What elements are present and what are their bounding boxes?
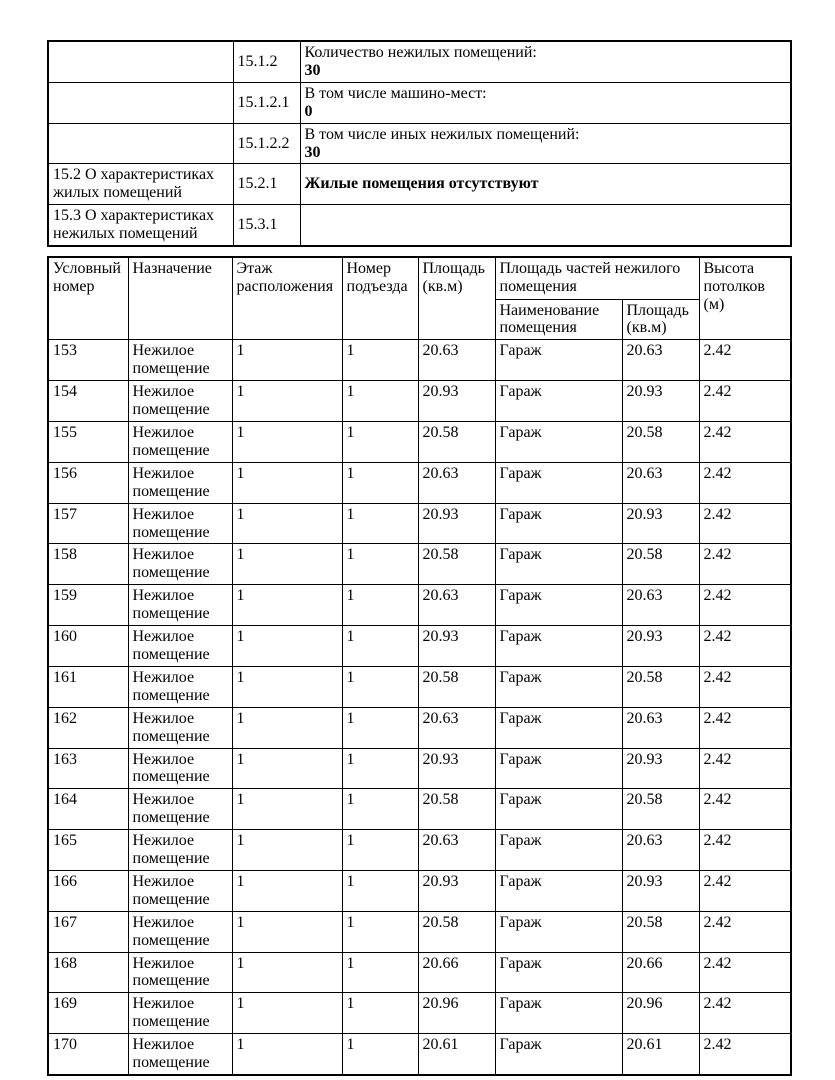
room-number: 161	[48, 666, 128, 707]
content-value: 0	[304, 102, 313, 120]
room-part-name: Гараж	[495, 830, 622, 871]
content-label: В том числе иных нежилых помещений:	[304, 125, 580, 143]
room-floor: 1	[232, 585, 342, 626]
header-floor: Этаж расположения	[232, 257, 342, 340]
room-purpose: Нежилое помещение	[128, 748, 232, 789]
section-content	[300, 41, 791, 82]
room-floor: 1	[232, 503, 342, 544]
room-area: 20.63	[418, 830, 495, 871]
room-floor: 1	[232, 626, 342, 667]
room-row	[48, 789, 791, 830]
header-parts-group: Площадь частей нежилого помещения	[495, 257, 699, 299]
room-part-area: 20.63	[622, 830, 699, 871]
room-ceiling-height: 2.42	[699, 911, 791, 952]
section-code: 15.1.2	[233, 41, 300, 82]
room-ceiling-height: 2.42	[699, 1034, 791, 1075]
room-number: 167	[48, 911, 128, 952]
room-part-name: Гараж	[495, 993, 622, 1034]
room-part-name: Гараж	[495, 462, 622, 503]
room-ceiling-height: 2.42	[699, 789, 791, 830]
room-number: 169	[48, 993, 128, 1034]
room-part-name: Гараж	[495, 381, 622, 422]
room-purpose: Нежилое помещение	[128, 381, 232, 422]
room-number: 165	[48, 830, 128, 871]
room-entrance: 1	[342, 830, 418, 871]
section-label: 15.2 О характеристиках жилых помещений	[48, 164, 233, 205]
room-part-area: 20.96	[622, 993, 699, 1034]
room-part-area: 20.93	[622, 748, 699, 789]
section-content	[300, 123, 791, 164]
room-entrance: 1	[342, 381, 418, 422]
room-entrance: 1	[342, 585, 418, 626]
room-area: 20.93	[418, 503, 495, 544]
room-ceiling-height: 2.42	[699, 422, 791, 463]
room-area: 20.63	[418, 462, 495, 503]
room-part-area: 20.93	[622, 626, 699, 667]
room-area: 20.63	[418, 707, 495, 748]
room-purpose: Нежилое помещение	[128, 422, 232, 463]
room-area: 20.61	[418, 1034, 495, 1075]
room-number: 155	[48, 422, 128, 463]
room-number: 156	[48, 462, 128, 503]
room-row	[48, 993, 791, 1034]
room-floor: 1	[232, 911, 342, 952]
room-floor: 1	[232, 381, 342, 422]
room-floor: 1	[232, 993, 342, 1034]
room-part-area: 20.58	[622, 789, 699, 830]
room-purpose: Нежилое помещение	[128, 830, 232, 871]
summary-row	[48, 123, 791, 164]
room-row	[48, 544, 791, 585]
room-floor: 1	[232, 462, 342, 503]
room-ceiling-height: 2.42	[699, 381, 791, 422]
room-number: 170	[48, 1034, 128, 1075]
room-part-name: Гараж	[495, 626, 622, 667]
room-number: 163	[48, 748, 128, 789]
room-purpose: Нежилое помещение	[128, 952, 232, 993]
room-purpose: Нежилое помещение	[128, 544, 232, 585]
room-purpose: Нежилое помещение	[128, 503, 232, 544]
summary-row	[48, 205, 791, 246]
room-purpose: Нежилое помещение	[128, 666, 232, 707]
room-part-name: Гараж	[495, 503, 622, 544]
room-part-name: Гараж	[495, 340, 622, 381]
room-entrance: 1	[342, 626, 418, 667]
room-number: 158	[48, 544, 128, 585]
room-ceiling-height: 2.42	[699, 462, 791, 503]
room-number: 153	[48, 340, 128, 381]
room-part-name: Гараж	[495, 911, 622, 952]
room-part-area: 20.63	[622, 707, 699, 748]
room-row	[48, 626, 791, 667]
room-area: 20.63	[418, 340, 495, 381]
header-part-name: Наименование помещения	[495, 299, 622, 340]
room-ceiling-height: 2.42	[699, 585, 791, 626]
room-part-name: Гараж	[495, 707, 622, 748]
header-entrance: Номер подъезда	[342, 257, 418, 340]
room-entrance: 1	[342, 870, 418, 911]
summary-row	[48, 82, 791, 123]
room-entrance: 1	[342, 993, 418, 1034]
section-code: 15.3.1	[233, 205, 300, 246]
room-number: 160	[48, 626, 128, 667]
room-row	[48, 707, 791, 748]
room-part-area: 20.63	[622, 585, 699, 626]
room-entrance: 1	[342, 1034, 418, 1075]
room-row	[48, 870, 791, 911]
room-area: 20.63	[418, 585, 495, 626]
room-row	[48, 1034, 791, 1075]
room-purpose: Нежилое помещение	[128, 462, 232, 503]
section-content	[300, 164, 791, 205]
content-value: 30	[304, 143, 321, 161]
room-area: 20.58	[418, 422, 495, 463]
room-entrance: 1	[342, 666, 418, 707]
summary-row	[48, 41, 791, 82]
room-area: 20.93	[418, 870, 495, 911]
room-ceiling-height: 2.42	[699, 626, 791, 667]
room-number: 154	[48, 381, 128, 422]
room-number: 162	[48, 707, 128, 748]
room-part-area: 20.58	[622, 911, 699, 952]
room-floor: 1	[232, 422, 342, 463]
room-entrance: 1	[342, 748, 418, 789]
room-row	[48, 911, 791, 952]
section-code: 15.2.1	[233, 164, 300, 205]
section-label: 15.3 О характеристиках нежилых помещений	[48, 205, 233, 246]
room-purpose: Нежилое помещение	[128, 585, 232, 626]
room-area: 20.93	[418, 748, 495, 789]
room-part-area: 20.61	[622, 1034, 699, 1075]
room-part-area: 20.63	[622, 462, 699, 503]
room-entrance: 1	[342, 340, 418, 381]
room-part-area: 20.93	[622, 503, 699, 544]
room-row	[48, 503, 791, 544]
room-number: 164	[48, 789, 128, 830]
room-row	[48, 340, 791, 381]
room-floor: 1	[232, 870, 342, 911]
room-row	[48, 830, 791, 871]
room-floor: 1	[232, 340, 342, 381]
room-ceiling-height: 2.42	[699, 993, 791, 1034]
room-ceiling-height: 2.42	[699, 544, 791, 585]
room-entrance: 1	[342, 707, 418, 748]
room-ceiling-height: 2.42	[699, 952, 791, 993]
room-part-name: Гараж	[495, 422, 622, 463]
room-floor: 1	[232, 1034, 342, 1075]
room-area: 20.93	[418, 381, 495, 422]
room-part-area: 20.58	[622, 666, 699, 707]
room-part-name: Гараж	[495, 789, 622, 830]
room-purpose: Нежилое помещение	[128, 626, 232, 667]
room-ceiling-height: 2.42	[699, 503, 791, 544]
room-purpose: Нежилое помещение	[128, 911, 232, 952]
room-row	[48, 462, 791, 503]
room-entrance: 1	[342, 952, 418, 993]
content-value: Жилые помещения отсутствуют	[304, 175, 539, 193]
room-purpose: Нежилое помещение	[128, 870, 232, 911]
room-part-name: Гараж	[495, 544, 622, 585]
header-part-area: Площадь (кв.м)	[622, 299, 699, 340]
rooms-table	[47, 256, 792, 1076]
room-number: 157	[48, 503, 128, 544]
room-part-area: 20.58	[622, 544, 699, 585]
header-area: Площадь (кв.м)	[418, 257, 495, 340]
room-floor: 1	[232, 748, 342, 789]
section-code: 15.1.2.2	[233, 123, 300, 164]
room-part-area: 20.66	[622, 952, 699, 993]
room-part-name: Гараж	[495, 870, 622, 911]
room-entrance: 1	[342, 462, 418, 503]
section-content	[300, 82, 791, 123]
content-label: Количество нежилых помещений:	[304, 44, 537, 61]
section-label	[48, 41, 233, 82]
section-code: 15.1.2.1	[233, 82, 300, 123]
section-label	[48, 123, 233, 164]
rooms-table-header	[48, 257, 791, 340]
room-entrance: 1	[342, 503, 418, 544]
content-label: В том числе машино-мест:	[304, 84, 487, 102]
room-row	[48, 666, 791, 707]
room-floor: 1	[232, 707, 342, 748]
header-ceiling-height: Высота потолков (м)	[699, 257, 791, 340]
room-purpose: Нежилое помещение	[128, 707, 232, 748]
room-row	[48, 585, 791, 626]
section-label	[48, 82, 233, 123]
room-area: 20.96	[418, 993, 495, 1034]
room-ceiling-height: 2.42	[699, 870, 791, 911]
summary-table	[47, 40, 792, 247]
room-floor: 1	[232, 952, 342, 993]
room-purpose: Нежилое помещение	[128, 1034, 232, 1075]
room-row	[48, 748, 791, 789]
room-part-area: 20.93	[622, 870, 699, 911]
room-floor: 1	[232, 789, 342, 830]
room-ceiling-height: 2.42	[699, 830, 791, 871]
room-entrance: 1	[342, 544, 418, 585]
room-row	[48, 381, 791, 422]
room-part-area: 20.63	[622, 340, 699, 381]
room-part-area: 20.58	[622, 422, 699, 463]
room-number: 159	[48, 585, 128, 626]
room-part-name: Гараж	[495, 666, 622, 707]
section-content	[300, 205, 791, 246]
room-area: 20.58	[418, 544, 495, 585]
room-floor: 1	[232, 666, 342, 707]
room-row	[48, 952, 791, 993]
room-area: 20.58	[418, 666, 495, 707]
room-ceiling-height: 2.42	[699, 748, 791, 789]
summary-row	[48, 164, 791, 205]
header-purpose: Назначение	[128, 257, 232, 340]
room-number: 168	[48, 952, 128, 993]
room-area: 20.58	[418, 911, 495, 952]
room-entrance: 1	[342, 422, 418, 463]
room-row	[48, 422, 791, 463]
room-floor: 1	[232, 544, 342, 585]
room-purpose: Нежилое помещение	[128, 340, 232, 381]
room-part-name: Гараж	[495, 748, 622, 789]
room-part-name: Гараж	[495, 585, 622, 626]
room-purpose: Нежилое помещение	[128, 993, 232, 1034]
header-conditional-number: Условный номер	[48, 257, 128, 340]
room-floor: 1	[232, 830, 342, 871]
room-purpose: Нежилое помещение	[128, 789, 232, 830]
room-ceiling-height: 2.42	[699, 340, 791, 381]
room-entrance: 1	[342, 789, 418, 830]
room-area: 20.93	[418, 626, 495, 667]
room-entrance: 1	[342, 911, 418, 952]
room-part-name: Гараж	[495, 1034, 622, 1075]
room-part-name: Гараж	[495, 952, 622, 993]
room-area: 20.66	[418, 952, 495, 993]
content-value: 30	[304, 61, 321, 79]
room-number: 166	[48, 870, 128, 911]
room-area: 20.58	[418, 789, 495, 830]
room-ceiling-height: 2.42	[699, 707, 791, 748]
room-part-area: 20.93	[622, 381, 699, 422]
room-ceiling-height: 2.42	[699, 666, 791, 707]
